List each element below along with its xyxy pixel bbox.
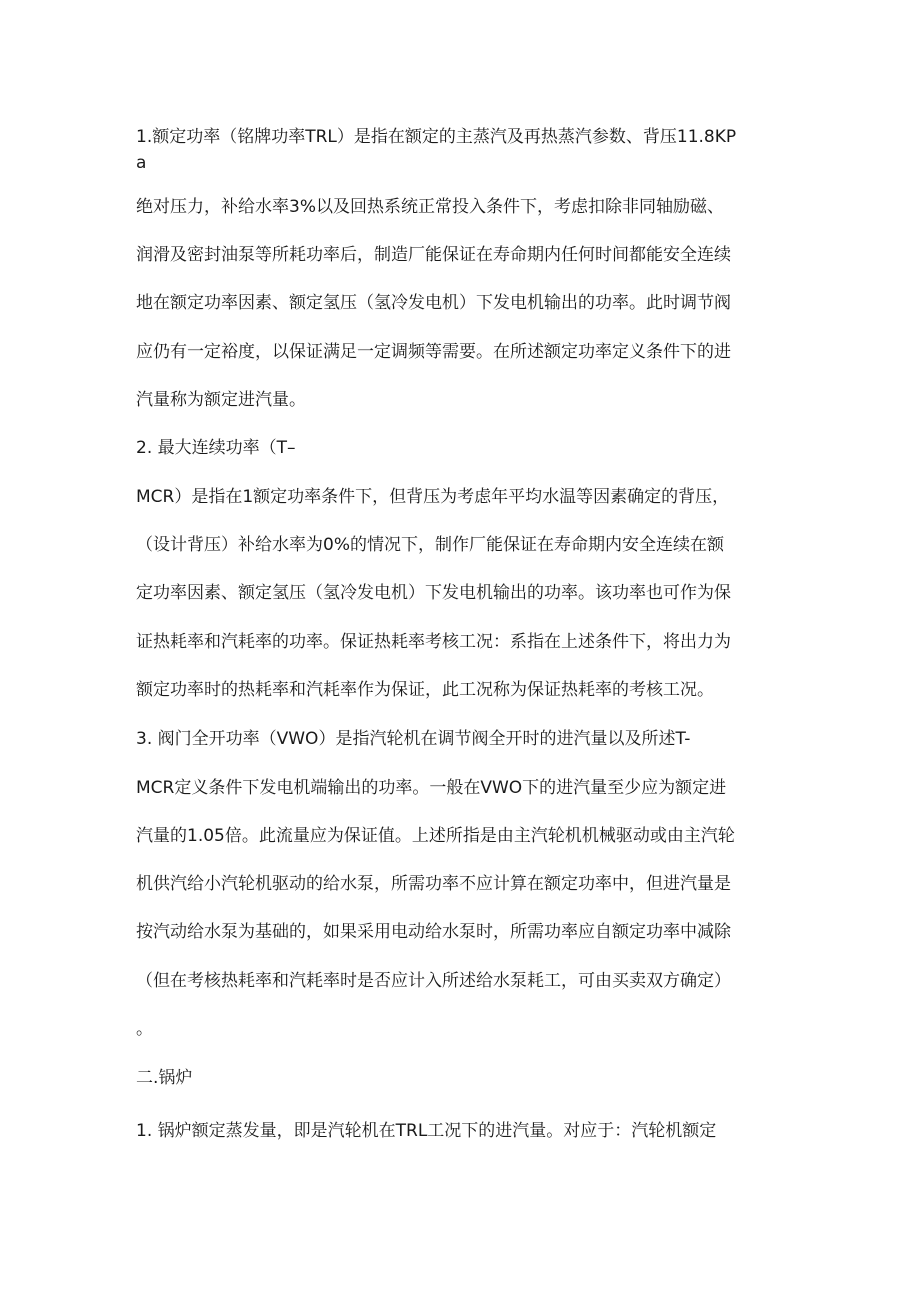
text-line: MCR定义条件下发电机端输出的功率。一般在VWO下的进汽量至少应为额定进 (136, 778, 727, 798)
text-line: （但在考核热耗率和汽耗率时是否应计入所述给水泵耗工，可由买卖双方确定） (136, 971, 731, 991)
text-line: 汽量称为额定进汽量。 (136, 390, 306, 410)
text-line: 1.额定功率（铭牌功率TRL）是指在额定的主蒸汽及再热蒸汽参数、背压11.8KP (136, 127, 737, 147)
text-line: 2. 最大连续功率（T– (136, 438, 296, 458)
text-line: a (136, 153, 147, 173)
section-heading: 二.锅炉 (136, 1068, 193, 1088)
text-line: 地在额定功率因素、额定氢压（氢冷发电机）下发电机输出的功率。此时调节阀 (136, 293, 731, 313)
text-line: 定功率因素、额定氢压（氢冷发电机）下发电机输出的功率。该功率也可作为保 (136, 583, 731, 603)
text-line: 额定功率时的热耗率和汽耗率作为保证，此工况称为保证热耗率的考核工况。 (136, 680, 714, 700)
text-line: 汽量的1.05倍。此流量应为保证值。上述所指是由主汽轮机机械驱动或由主汽轮 (136, 826, 735, 846)
text-line: MCR）是指在1额定功率条件下，但背压为考虑年平均水温等因素确定的背压， (136, 487, 730, 507)
text-line: （设计背压）补给水率为0%的情况下，制作厂能保证在寿命期内安全连续在额 (136, 535, 724, 555)
text-line: 润滑及密封油泵等所耗功率后，制造厂能保证在寿命期内任何时间都能安全连续 (136, 245, 731, 265)
text-line: 1. 锅炉额定蒸发量，即是汽轮机在TRL工况下的进汽量。对应于：汽轮机额定 (136, 1121, 717, 1141)
text-line: 绝对压力，补给水率3%以及回热系统正常投入条件下，考虑扣除非同轴励磁、 (136, 197, 724, 217)
text-line: 应仍有一定裕度，以保证满足一定调频等需要。在所述额定功率定义条件下的进 (136, 342, 731, 362)
text-line: 按汽动给水泵为基础的，如果采用电动给水泵时，所需功率应自额定功率中减除 (136, 922, 731, 942)
text-line: 证热耗率和汽耗率的功率。保证热耗率考核工况：系指在上述条件下，将出力为 (136, 632, 731, 652)
text-line: 。 (136, 1019, 153, 1039)
text-line: 3. 阀门全开功率（VWO）是指汽轮机在调节阀全开时的进汽量以及所述T- (136, 729, 691, 749)
text-line: 机供汽给小汽轮机驱动的给水泵，所需功率不应计算在额定功率中，但进汽量是 (136, 874, 731, 894)
